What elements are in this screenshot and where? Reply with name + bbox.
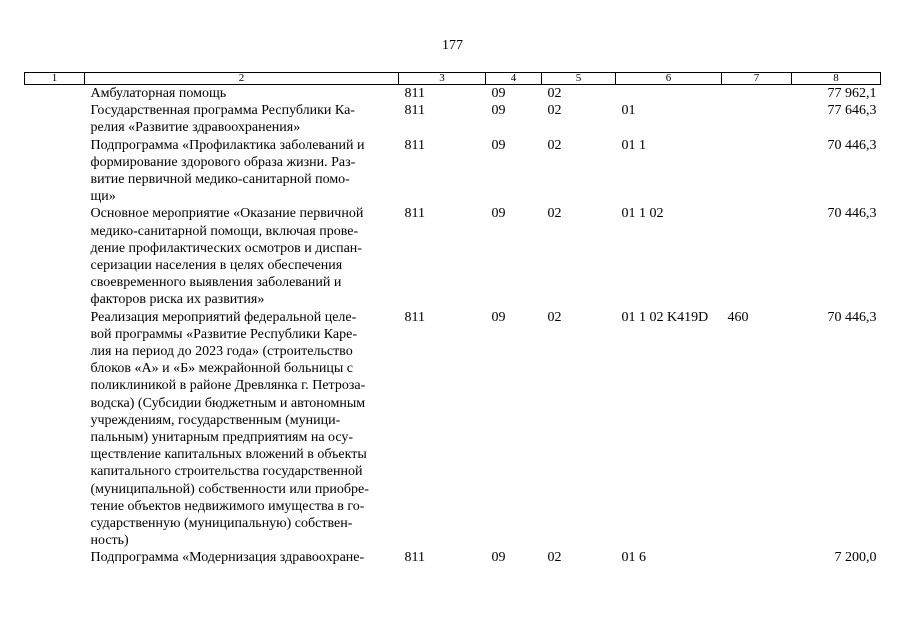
- cell-ministry: 811: [404, 137, 425, 153]
- cell-target-item: 01 1 02 K419D: [621, 309, 709, 325]
- cell-subsection: 02: [547, 550, 562, 566]
- cell-description: [85, 102, 399, 136]
- description-line: капитального строительства государственной: [90, 464, 363, 480]
- cell-description: [85, 137, 399, 206]
- cell-ministry: 811: [404, 550, 425, 566]
- column-header: 2: [85, 73, 399, 85]
- cell-description: [85, 205, 399, 308]
- description-line: медико-санитарной помощи, включая прове-: [90, 223, 359, 239]
- column-header: 1: [25, 73, 85, 85]
- cell-col1: [25, 549, 85, 566]
- page-number: 177: [442, 38, 463, 53]
- table-row: [25, 137, 881, 206]
- description-line: щи»: [90, 189, 116, 205]
- cell-amount: 70 446,3: [827, 309, 877, 325]
- cell-amount: 77 962,1: [827, 86, 877, 101]
- column-header: 5: [542, 73, 616, 85]
- cell-col1: [25, 102, 85, 136]
- column-header: 4: [486, 73, 542, 85]
- description-line: лия на период до 2023 года» (строительство: [90, 344, 353, 360]
- cell-col1: [25, 309, 85, 550]
- cell-expense-type: [722, 102, 792, 136]
- table-row: [25, 309, 881, 550]
- cell-expense-type: 460: [727, 309, 749, 325]
- column-header: 7: [722, 73, 792, 85]
- cell-amount: 70 446,3: [827, 137, 877, 153]
- cell-section: 09: [491, 137, 506, 153]
- cell-section: 09: [491, 309, 506, 325]
- cell-ministry: 811: [404, 86, 425, 101]
- cell-subsection: 02: [547, 86, 562, 101]
- cell-target-item: [616, 85, 722, 103]
- cell-subsection: 02: [547, 103, 562, 119]
- description-line: учреждениям, государственным (муници-: [90, 412, 341, 428]
- cell-section: 09: [491, 206, 506, 222]
- description-line: Государственная программа Республики Ка-: [90, 103, 355, 119]
- description-line: тение объектов недвижимого имущества в го-: [90, 498, 365, 514]
- cell-col1: [25, 85, 85, 103]
- column-header: 8: [792, 73, 881, 85]
- description-line: Амбулаторная помощь: [90, 86, 227, 101]
- cell-section: 09: [491, 86, 506, 101]
- header-row: [25, 73, 881, 85]
- cell-ministry: 811: [404, 309, 425, 325]
- cell-target-item: 01: [621, 103, 636, 119]
- description-line: сударственную (муниципальную) собствен-: [90, 516, 353, 532]
- description-line: Подпрограмма «Профилактика заболеваний и: [90, 137, 365, 153]
- table-row: [25, 205, 881, 308]
- cell-section: 09: [491, 550, 506, 566]
- cell-description: [85, 309, 399, 550]
- cell-amount: 77 646,3: [827, 103, 877, 119]
- column-header: 6: [616, 73, 722, 85]
- table-row: [25, 549, 881, 566]
- description-line: витие первичной медико-санитарной помо-: [90, 172, 350, 188]
- description-line: факторов риска их развития»: [90, 292, 265, 308]
- budget-table: [24, 72, 881, 567]
- cell-expense-type: [722, 549, 792, 566]
- description-line: ществление капитальных вложений в объекты: [90, 447, 367, 463]
- description-line: (муниципальной) собственности или приобре-: [90, 481, 369, 497]
- column-header: 3: [399, 73, 486, 85]
- description-line: Реализация мероприятий федеральной целе-: [90, 309, 357, 325]
- description-line: Подпрограмма «Модернизация здравоохране-: [90, 550, 365, 566]
- cell-col1: [25, 205, 85, 308]
- cell-subsection: 02: [547, 137, 562, 153]
- cell-section: 09: [491, 103, 506, 119]
- cell-target-item: 01 1 02: [621, 206, 664, 222]
- cell-expense-type: [722, 137, 792, 206]
- description-line: серизации населения в целях обеспечения: [90, 258, 343, 274]
- description-line: пальным) унитарным предприятиям на осу-: [90, 430, 354, 446]
- description-line: поликлиникой в районе Древлянка г. Петроза-: [90, 378, 366, 394]
- description-line: водска) (Субсидии бюджетным и автономным: [90, 395, 366, 411]
- description-line: релия «Развитие здравоохранения»: [90, 120, 301, 136]
- description-line: формирование здорового образа жизни. Раз-: [90, 154, 356, 170]
- cell-subsection: 02: [547, 206, 562, 222]
- cell-expense-type: [722, 85, 792, 103]
- cell-ministry: 811: [404, 103, 425, 119]
- description-line: своевременного выявления заболеваний и: [90, 275, 342, 291]
- description-line: Основное мероприятие «Оказание первичной: [90, 206, 364, 222]
- cell-description: [85, 549, 399, 566]
- table-row: [25, 102, 881, 136]
- cell-target-item: 01 1: [621, 137, 646, 153]
- cell-subsection: 02: [547, 309, 562, 325]
- cell-amount: 70 446,3: [827, 206, 877, 222]
- cell-ministry: 811: [404, 206, 425, 222]
- cell-expense-type: [722, 205, 792, 308]
- table-row: [25, 85, 881, 103]
- cell-target-item: 01 6: [621, 550, 646, 566]
- description-line: дение профилактических осмотров и диспан-: [90, 240, 362, 256]
- cell-amount: 7 200,0: [834, 550, 877, 566]
- description-line: блоков «А» и «Б» межрайонной больницы с: [90, 361, 353, 377]
- cell-col1: [25, 137, 85, 206]
- description-line: ность): [90, 533, 129, 549]
- cell-description: [85, 85, 399, 103]
- description-line: вой программы «Развитие Республики Каре-: [90, 326, 358, 342]
